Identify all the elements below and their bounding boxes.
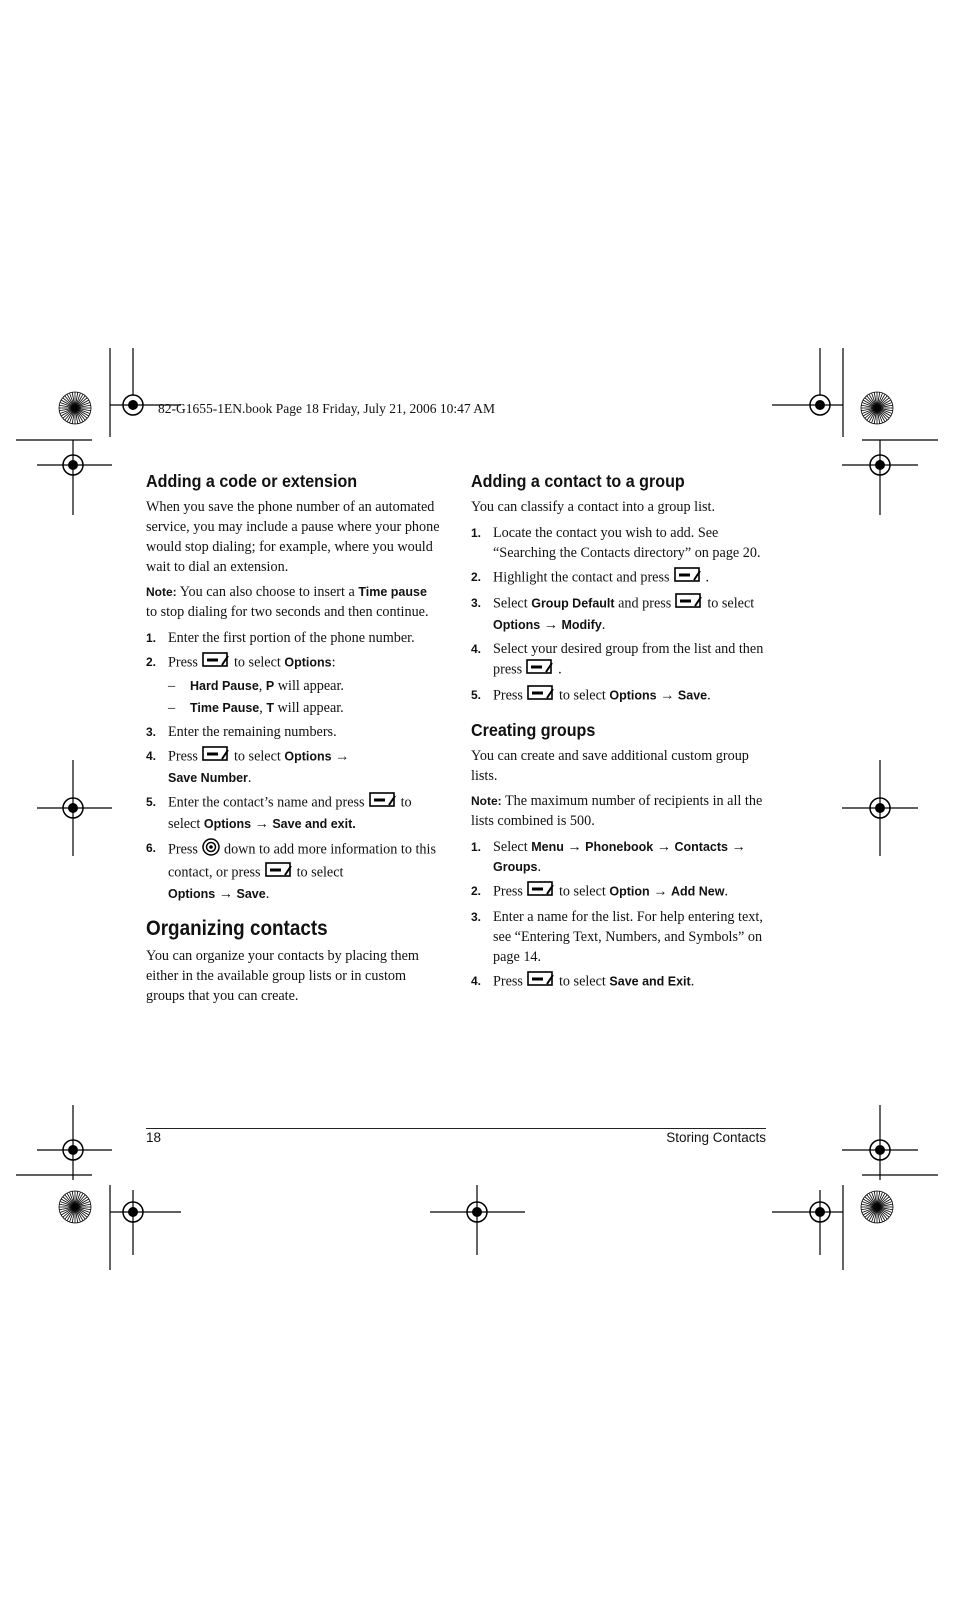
step-option: Modify bbox=[561, 618, 602, 632]
step-number: 5. bbox=[146, 795, 157, 809]
list-item bbox=[471, 685, 766, 707]
footer-rule bbox=[146, 1128, 766, 1129]
step-number: 4. bbox=[471, 642, 482, 656]
step-number: 2. bbox=[471, 570, 482, 584]
step-option: Save Number bbox=[168, 771, 248, 785]
period: . bbox=[707, 687, 711, 704]
softkey-icon bbox=[265, 862, 293, 884]
intro-paragraph: When you save the phone number of an automated service, you may include a pause where your phone would stop dialing; for example, where you would wait to dial an extension. bbox=[146, 499, 440, 575]
option-char: T bbox=[266, 701, 274, 715]
sub-list bbox=[168, 676, 441, 718]
step-number: 3. bbox=[471, 910, 482, 924]
list-item bbox=[471, 567, 766, 589]
step-text: Press bbox=[493, 687, 523, 704]
step-text: : bbox=[331, 654, 336, 671]
arrow: → bbox=[335, 748, 350, 765]
arrow: → bbox=[218, 886, 233, 902]
softkey-icon bbox=[527, 881, 555, 903]
step-text: Enter a name for the list. For help entering text, see “Entering Text, Numbers, and Symbols” on page 14. bbox=[493, 909, 763, 965]
list-item bbox=[471, 523, 766, 563]
step-option: Options bbox=[168, 887, 216, 901]
list-item bbox=[471, 971, 766, 993]
softkey-icon bbox=[369, 792, 397, 814]
note-label: Note: bbox=[146, 585, 177, 599]
step-text: Select bbox=[493, 839, 528, 855]
step-text: Enter the remaining numbers. bbox=[168, 724, 337, 740]
list-item bbox=[146, 722, 441, 742]
right-column bbox=[471, 470, 766, 997]
list-item bbox=[146, 628, 441, 648]
softkey-icon bbox=[527, 685, 555, 707]
step-text: to select bbox=[558, 883, 606, 900]
step-text: and press bbox=[618, 595, 672, 612]
list-item bbox=[146, 792, 441, 834]
arrow: → bbox=[567, 839, 582, 855]
list-item bbox=[471, 881, 766, 903]
step-option: Options bbox=[284, 749, 332, 764]
step-text: Press bbox=[168, 841, 198, 858]
softkey-icon bbox=[202, 652, 230, 674]
step-option: Options bbox=[203, 817, 252, 831]
heading-organizing-contacts: Organizing contacts bbox=[146, 917, 328, 940]
separator: , bbox=[258, 678, 263, 694]
period: . bbox=[601, 617, 606, 633]
arrow: → bbox=[254, 816, 269, 832]
step-text: will appear. bbox=[277, 700, 344, 716]
softkey-icon bbox=[675, 593, 703, 615]
step-option: Save bbox=[677, 688, 708, 703]
steps-list-group bbox=[471, 523, 766, 707]
organizing-paragraph: You can organize your contacts by placing them either in the available group lists or in custom groups that you can create. bbox=[146, 948, 419, 1004]
step-text: Locate the contact you wish to add. See “Searching the Contacts directory” on page 20. bbox=[493, 525, 761, 561]
list-item bbox=[471, 837, 766, 877]
period: . bbox=[705, 569, 710, 586]
note-text-post: to stop dialing for two seconds and then continue. bbox=[146, 604, 429, 620]
note-text-pre: You can also choose to insert a bbox=[179, 584, 355, 600]
step-option: Group Default bbox=[531, 596, 615, 611]
period: . bbox=[558, 661, 562, 678]
dash: – bbox=[168, 678, 176, 694]
steps-list-creating-groups bbox=[471, 837, 766, 993]
list-item bbox=[471, 593, 766, 635]
step-number: 4. bbox=[146, 749, 157, 763]
page-number: 18 bbox=[146, 1130, 162, 1145]
step-text: will appear. bbox=[277, 678, 344, 694]
period: . bbox=[724, 883, 728, 900]
arrow: → bbox=[731, 839, 746, 855]
note-paragraph bbox=[471, 791, 766, 831]
step-text: Press bbox=[168, 654, 198, 671]
step-option: Options bbox=[493, 618, 541, 632]
note-text: The maximum number of recipients in all the lists combined is 500. bbox=[471, 793, 763, 829]
arrow: → bbox=[660, 687, 675, 704]
step-text: to select bbox=[296, 864, 344, 881]
step-option: Add New bbox=[670, 884, 725, 899]
step-text: Press bbox=[493, 883, 523, 900]
softkey-icon bbox=[674, 567, 702, 589]
heading-adding-contact-group: Adding a contact to a group bbox=[471, 471, 685, 491]
step-option: Save and Exit bbox=[609, 974, 691, 989]
arrow: → bbox=[543, 617, 558, 633]
step-number: 1. bbox=[471, 840, 482, 854]
option-name: Hard Pause bbox=[190, 679, 259, 693]
step-option: Groups bbox=[493, 860, 538, 874]
note-paragraph bbox=[146, 582, 441, 622]
period: . bbox=[247, 770, 252, 786]
option-char: P bbox=[265, 679, 275, 693]
heading-creating-groups: Creating groups bbox=[471, 720, 596, 740]
step-text: down to add more information to this contact, or press bbox=[168, 841, 436, 881]
option-name: Time Pause bbox=[190, 701, 260, 715]
heading-adding-code: Adding a code or extension bbox=[146, 471, 358, 491]
list-item bbox=[146, 746, 441, 788]
step-option: Option bbox=[609, 884, 650, 899]
period: . bbox=[537, 859, 541, 875]
step-option: Phonebook bbox=[585, 840, 654, 854]
step-text: to select bbox=[558, 687, 606, 704]
softkey-icon bbox=[526, 659, 554, 681]
list-item bbox=[471, 639, 766, 681]
steps-list-code bbox=[146, 628, 441, 904]
intro-paragraph: You can classify a contact into a group list. bbox=[471, 499, 716, 515]
step-text: Select your desired group from the list and then press bbox=[493, 641, 764, 678]
step-number: 3. bbox=[471, 596, 482, 610]
step-option: Menu bbox=[531, 840, 564, 854]
step-option: Options bbox=[284, 655, 332, 670]
arrow: → bbox=[656, 839, 671, 855]
step-option: Options bbox=[609, 688, 657, 703]
list-item bbox=[471, 907, 766, 967]
dash: – bbox=[168, 700, 176, 716]
period: . bbox=[265, 886, 270, 902]
note-label: Note: bbox=[471, 794, 502, 808]
period: . bbox=[690, 973, 695, 990]
separator: , bbox=[259, 700, 263, 716]
step-number: 2. bbox=[471, 884, 482, 898]
step-number: 6. bbox=[146, 841, 157, 855]
step-number: 2. bbox=[146, 655, 157, 669]
step-number: 5. bbox=[471, 688, 482, 702]
softkey-icon bbox=[527, 971, 555, 993]
step-option: Save and exit. bbox=[272, 817, 356, 831]
step-number: 1. bbox=[471, 526, 482, 540]
step-text: Press bbox=[168, 748, 198, 765]
navigation-key-icon bbox=[202, 838, 220, 862]
note-bold: Time pause bbox=[358, 585, 427, 599]
footer-section-title: Storing Contacts bbox=[666, 1130, 766, 1145]
step-text: Enter the contact’s name and press bbox=[168, 794, 365, 811]
step-text: Enter the first portion of the phone number. bbox=[168, 630, 415, 646]
step-number: 3. bbox=[146, 725, 157, 739]
step-option: Save bbox=[236, 887, 266, 901]
step-text: to select bbox=[707, 595, 755, 612]
left-column bbox=[146, 470, 441, 1011]
list-item bbox=[146, 838, 441, 904]
step-text: Select bbox=[493, 595, 528, 612]
step-text: to select bbox=[168, 794, 412, 832]
step-number: 4. bbox=[471, 974, 482, 988]
print-header: 82-G1655-1EN.book Page 18 Friday, July 21, 2006 10:47 AM bbox=[158, 401, 495, 416]
list-item bbox=[168, 698, 441, 718]
list-item bbox=[168, 676, 441, 696]
step-text: Press bbox=[493, 973, 523, 990]
creating-groups-intro: You can create and save additional custom group lists. bbox=[471, 748, 749, 784]
step-text: to select bbox=[233, 654, 281, 671]
step-option: Contacts bbox=[674, 840, 728, 854]
step-number: 1. bbox=[146, 631, 157, 645]
arrow: → bbox=[653, 883, 668, 900]
list-item bbox=[146, 652, 441, 718]
step-text: to select bbox=[558, 973, 606, 990]
softkey-icon bbox=[202, 746, 230, 768]
step-text: to select bbox=[233, 748, 281, 765]
step-text: Highlight the contact and press bbox=[493, 569, 670, 586]
